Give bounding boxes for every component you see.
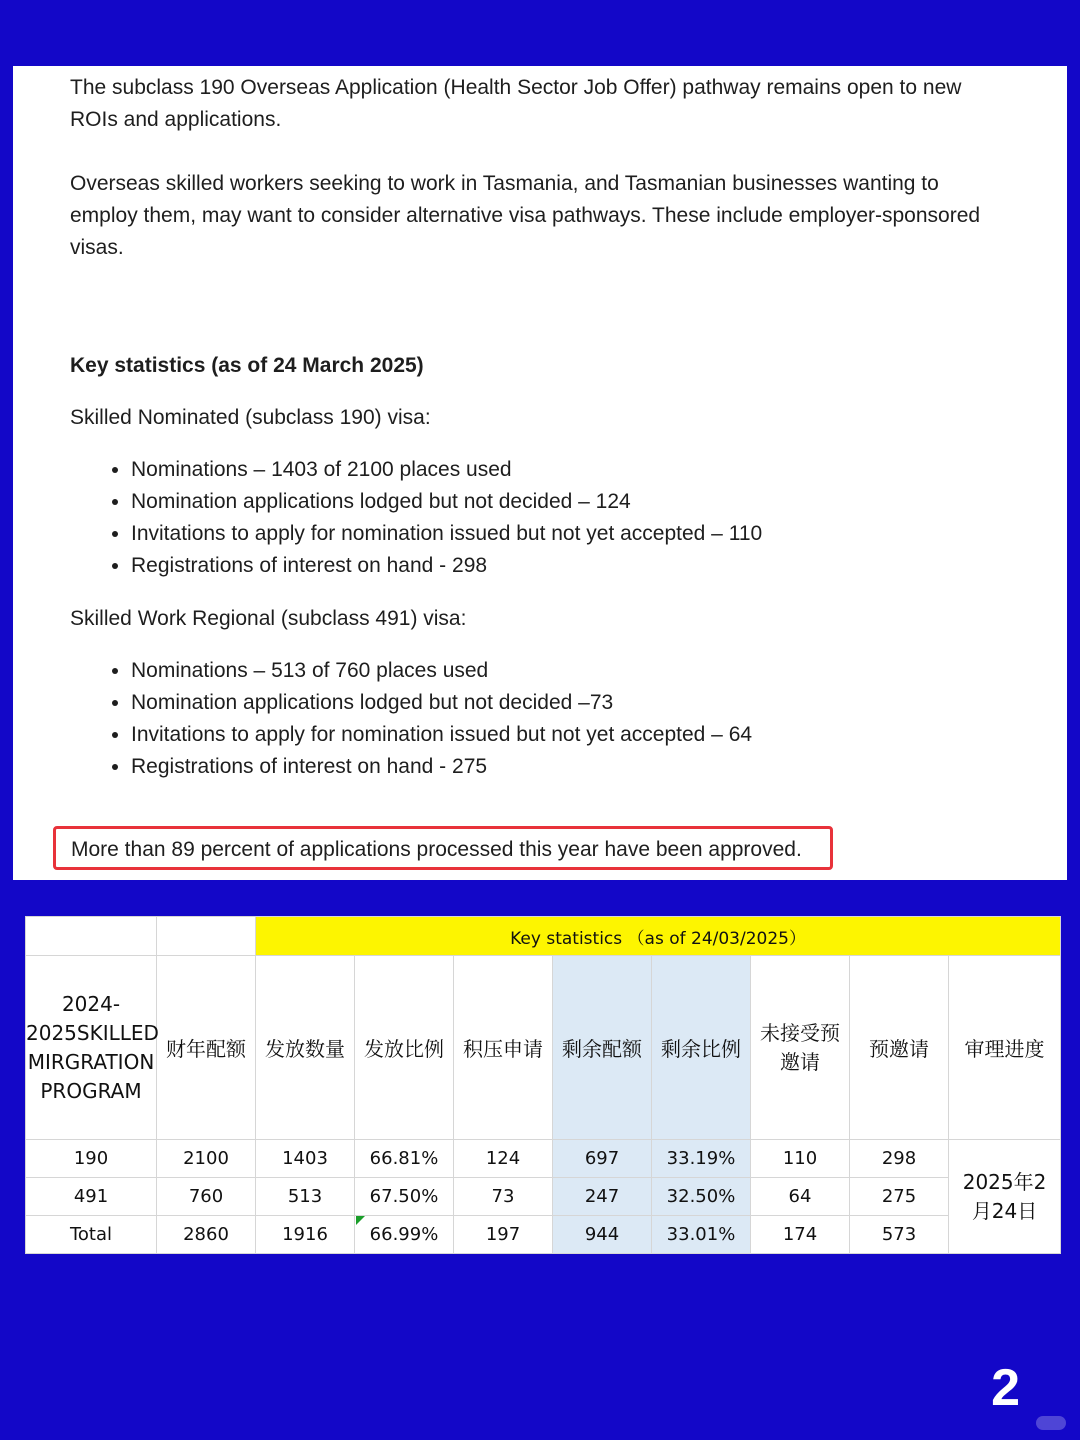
table-cell: 491 <box>26 1178 157 1216</box>
table-row <box>26 1140 1061 1178</box>
program-label-line: PROGRAM <box>40 1078 142 1103</box>
subclass-190-title: Skilled Nominated (subclass 190) visa: <box>70 406 431 429</box>
table-cell: 697 <box>553 1140 652 1178</box>
statistics-table-container <box>25 916 1060 1253</box>
table-cell: 247 <box>553 1178 652 1216</box>
table-cell: Total <box>26 1216 157 1254</box>
table-cell: 124 <box>454 1140 553 1178</box>
table-cell: 513 <box>256 1178 355 1216</box>
column-header: 发放数量 <box>256 956 355 1140</box>
column-header: 未接受预邀请 <box>751 956 850 1140</box>
list-item: • Invitations to apply for nomination issued but not yet accepted – 110 <box>131 518 1067 550</box>
table-cell: 2860 <box>157 1216 256 1254</box>
table-row <box>26 1178 1061 1216</box>
table-cell: 275 <box>850 1178 949 1216</box>
program-label-cell <box>26 956 157 1140</box>
progress-date-cell <box>949 1140 1061 1254</box>
paragraph-alternative-pathways: Overseas skilled workers seeking to work in Tasmania, and Tasmanian businesses wanting to employ them, may want to consider alternative visa pathways. These include employer-sponsored visas. <box>70 172 981 259</box>
table-cell: 2100 <box>157 1140 256 1178</box>
column-header: 财年配额 <box>157 956 256 1140</box>
column-header: 剩余比例 <box>652 956 751 1140</box>
table-cell: 944 <box>553 1216 652 1254</box>
table-cell: 64 <box>751 1178 850 1216</box>
list-item: • Nomination applications lodged but not decided –73 <box>131 687 1067 719</box>
subclass-491-title: Skilled Work Regional (subclass 491) visa: <box>70 607 467 630</box>
program-label-line: MIRGRATION <box>27 1049 155 1074</box>
column-header: 剩余配额 <box>553 956 652 1140</box>
cell-comment-marker <box>356 1216 365 1225</box>
document-excerpt <box>13 66 1067 880</box>
table-cell: 573 <box>850 1216 949 1254</box>
table-cell: 66.99% <box>355 1216 454 1254</box>
subclass-491-list <box>70 655 1067 783</box>
program-label-line: 2024- <box>61 991 121 1016</box>
list-item: • Registrations of interest on hand - 275 <box>131 751 1067 783</box>
table-cell: 67.50% <box>355 1178 454 1216</box>
table-cell: 174 <box>751 1216 850 1254</box>
table-cell: 33.19% <box>652 1140 751 1178</box>
key-statistics-heading: Key statistics (as of 24 March 2025) <box>70 354 424 377</box>
watermark-logo <box>1036 1416 1066 1430</box>
table-cell: 32.50% <box>652 1178 751 1216</box>
key-statistics-banner: Key statistics （as of 24/03/2025） <box>256 917 1061 956</box>
statistics-table <box>25 916 1061 1254</box>
column-header: 预邀请 <box>850 956 949 1140</box>
table-cell: 760 <box>157 1178 256 1216</box>
paragraph-health-sector: The subclass 190 Overseas Application (Health Sector Job Offer) pathway remains open to new ROIs and applications. <box>70 76 962 131</box>
subclass-190-list <box>70 454 1067 582</box>
list-item: • Registrations of interest on hand - 298 <box>131 550 1067 582</box>
table-cell: 197 <box>454 1216 553 1254</box>
blank-header-cell <box>157 917 256 956</box>
table-cell: 110 <box>751 1140 850 1178</box>
table-cell: 1916 <box>256 1216 355 1254</box>
column-header: 积压申请 <box>454 956 553 1140</box>
approval-callout-box: More than 89 percent of applications processed this year have been approved. <box>53 826 833 870</box>
column-header: 发放比例 <box>355 956 454 1140</box>
blank-header-cell <box>26 917 157 956</box>
page-number: 2 <box>991 1359 1020 1417</box>
table-row-total <box>26 1216 1061 1254</box>
program-label-line: 2025SKILLED <box>26 1020 159 1045</box>
list-item: • Nominations – 513 of 760 places used <box>131 655 1067 687</box>
list-item: • Invitations to apply for nomination issued but not yet accepted – 64 <box>131 719 1067 751</box>
table-cell: 66.81% <box>355 1140 454 1178</box>
list-item: • Nomination applications lodged but not decided – 124 <box>131 486 1067 518</box>
table-cell: 33.01% <box>652 1216 751 1254</box>
table-cell: 298 <box>850 1140 949 1178</box>
table-cell: 1403 <box>256 1140 355 1178</box>
table-cell: 73 <box>454 1178 553 1216</box>
table-cell: 190 <box>26 1140 157 1178</box>
list-item: • Nominations – 1403 of 2100 places used <box>131 454 1067 486</box>
column-header: 审理进度 <box>949 956 1061 1140</box>
progress-date: 2025年2月24日 <box>962 1169 1047 1223</box>
